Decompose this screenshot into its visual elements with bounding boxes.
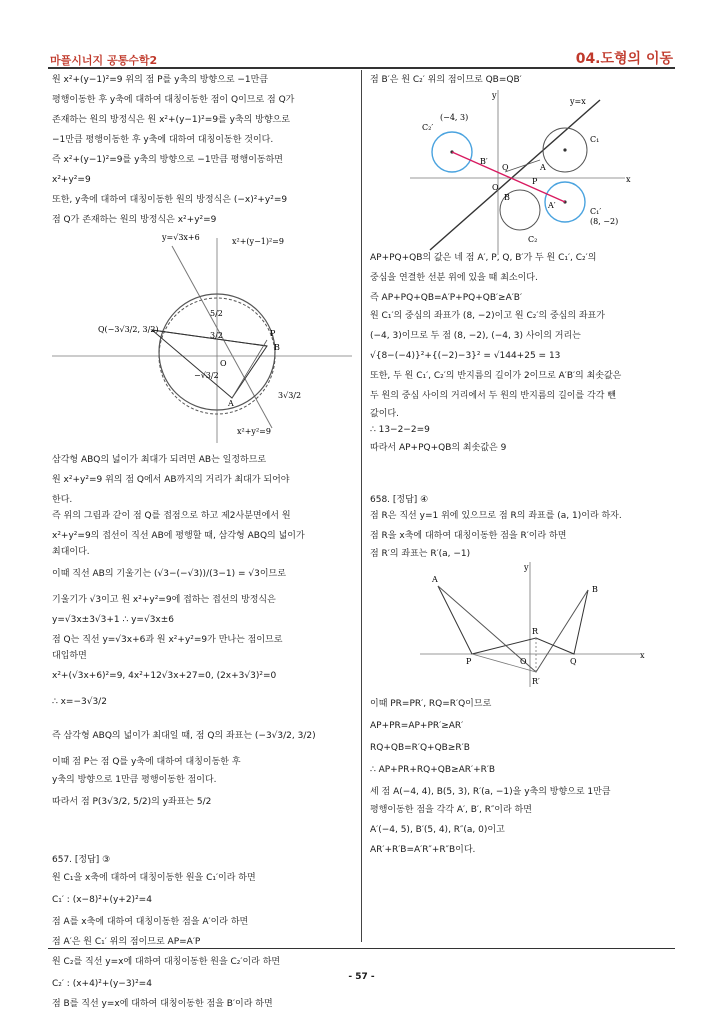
fig2-y: y — [492, 91, 497, 100]
fig3-b: B — [592, 585, 598, 594]
text-line: 따라서 점 P(3√3/2, 5/2)의 y좌표는 5/2 — [52, 797, 212, 807]
fig3-p: P — [466, 657, 472, 666]
fig3-q: Q — [570, 657, 577, 666]
text-line: 평행이동한 후 y축에 대하여 대칭이동한 점이 Q이므로 점 Q가 — [52, 95, 295, 105]
text-line: 원 C₁′의 중심의 좌표가 (8, −2)이고 원 C₂′의 중심의 좌표가 — [370, 311, 605, 321]
fig3-r: R — [532, 627, 539, 636]
text-line: ∴ AP+PR+RQ+QB≥AR′+R′B — [370, 765, 496, 775]
page-number: - 57 - — [348, 972, 375, 982]
text-line: AP+PR=AP+PR′≥AR′ — [370, 721, 464, 731]
fig3-rp: R′ — [532, 677, 540, 686]
fig1-a: A — [228, 399, 234, 408]
column-divider — [361, 70, 362, 942]
text-line: 이때 PR=PR′, RQ=R′Q이므로 — [370, 699, 492, 709]
fig3-o: O — [520, 657, 527, 666]
fig1-circle2-eq: x²+y²=9 — [237, 427, 271, 436]
fig2-c2: C₂ — [528, 235, 538, 244]
fig2-p: P — [532, 177, 538, 186]
text-line: C₁′ : (x−8)²+(y+2)²=4 — [52, 895, 152, 905]
text-line: 점 Q는 직선 y=√3x+6과 원 x²+y²=9가 만나는 점이므로 — [52, 635, 283, 645]
fig1-q-label: Q(−3√3/2, 3/2) — [98, 325, 159, 334]
fig1-sqrt3-half: −√3/2 — [194, 371, 219, 380]
text-line: 존재하는 원의 방정식은 원 x²+(y−1)²=9를 y축의 방향으로 — [52, 115, 290, 125]
text-line: x²+(√3x+6)²=9, 4x²+12√3x+27=0, (2x+3√3)²=0 — [52, 671, 277, 681]
text-line: 세 점 A(−4, 4), B(5, 3), R′(a, −1)을 y축의 방향으로 1만큼 — [370, 787, 611, 797]
text-line: √{8−(−4)}²+{(−2)−3}² = √144+25 = 13 — [370, 351, 561, 361]
fig1-line-eq: y=√3x+6 — [162, 233, 200, 242]
text-line: x²+y²=9 — [52, 175, 91, 185]
text-line: 즉 삼각형 ABQ의 넓이가 최대일 때, 점 Q의 좌표는 (−3√3/2, 3/2) — [52, 731, 316, 741]
figure-reflected-circles — [410, 90, 640, 260]
text-line: ∴ 13−2−2=9 — [370, 425, 430, 435]
fig2-x: x — [626, 175, 631, 184]
text-line: ∴ x=−3√3/2 — [52, 697, 107, 707]
text-line: 점 R을 x축에 대하여 대칭이동한 점을 R′이라 하면 — [370, 531, 567, 541]
fig2-c1: C₁ — [590, 135, 600, 144]
fig1-five-half: 5/2 — [210, 309, 223, 318]
text-line: 원 C₁을 x축에 대하여 대칭이동한 원을 C₁′이라 하면 — [52, 873, 256, 883]
text-line: 삼각형 ABQ의 넓이가 최대가 되려면 AB는 일정하므로 — [52, 455, 267, 465]
text-line: 이때 점 P는 점 Q를 y축에 대하여 대칭이동한 후 — [52, 757, 241, 767]
text-line: 즉 x²+(y−1)²=9를 y축의 방향으로 −1만큼 평행이동하면 — [52, 155, 283, 165]
text-line: 값이다. — [370, 409, 399, 419]
text-line: x²+y²=9의 접선이 직선 AB에 평행할 때, 삼각형 ABQ의 넓이가 — [52, 531, 305, 541]
fig1-b: B — [274, 343, 280, 352]
fig1-p: P — [270, 329, 276, 338]
problem-657-heading: 657. [정답] ③ — [52, 855, 111, 865]
text-line: −1만큼 평행이동한 후 y축에 대하여 대칭이동한 것이다. — [52, 135, 274, 145]
chapter-title: 04.도형의 이동 — [575, 51, 673, 67]
text-line: 이때 직선 AB의 기울기는 (√3−(−√3))/(3−1) = √3이므로 — [52, 569, 286, 579]
fig3-y: y — [524, 563, 529, 572]
text-line: 즉 AP+PQ+QB=A′P+PQ+QB′≥A′B′ — [370, 293, 523, 303]
text-line: RQ+QB=R′Q+QB≥R′B — [370, 743, 470, 753]
text-line: AR′+R′B=A′R″+R″B이다. — [370, 845, 476, 855]
fig1-o: O — [220, 359, 227, 368]
text-line: 원 x²+(y−1)²=9 위의 점 P를 y축의 방향으로 −1만큼 — [52, 75, 269, 85]
text-line: 점 R′의 좌표는 R′(a, −1) — [370, 549, 471, 559]
figure-reflection-path — [420, 562, 650, 692]
footer-divider — [48, 948, 675, 949]
text-line: C₂′ : (x+4)²+(y−3)²=4 — [52, 979, 152, 989]
text-line: 점 B′은 원 C₂′ 위의 점이므로 QB=QB′ — [370, 75, 522, 85]
text-line: 점 R은 직선 y=1 위에 있으므로 점 R의 좌표를 (a, 1)이라 하자. — [370, 511, 622, 521]
fig1-circle1-eq: x²+(y−1)²=9 — [232, 237, 284, 246]
fig3-a: A — [432, 575, 438, 584]
text-line: 점 Q가 존재하는 원의 방정식은 x²+y²=9 — [52, 215, 217, 225]
text-line: 따라서 AP+PQ+QB의 최솟값은 9 — [370, 443, 507, 453]
text-line: 원 x²+y²=9 위의 점 Q에서 AB까지의 거리가 최대가 되어야 — [52, 475, 290, 485]
text-line: y=√3x±3√3+1 ∴ y=√3x±6 — [52, 615, 175, 625]
text-line: 또한, 두 원 C₁′, C₂′의 반지름의 길이가 2이므로 A′B′의 최솟값은 — [370, 371, 622, 381]
header-divider — [48, 67, 675, 69]
text-line: 한다. — [52, 495, 73, 505]
fig1-three-half: 3/2 — [210, 331, 223, 340]
text-line: y축의 방향으로 1만큼 평행이동한 점이다. — [52, 775, 217, 785]
text-line: 대입하면 — [52, 651, 87, 661]
fig2-a: A — [540, 163, 546, 172]
text-line: 점 A′은 원 C₁′ 위의 점이므로 AP=A′P — [52, 937, 201, 947]
text-line: 두 원의 중심 사이의 거리에서 두 원의 반지름의 길이를 각각 뺀 — [370, 391, 616, 401]
text-line: 즉 위의 그림과 같이 점 Q를 접점으로 하고 제2사분면에서 원 — [52, 511, 291, 521]
text-line: 평행이동한 점을 각각 A′, B′, R″이라 하면 — [370, 805, 532, 815]
problem-658-heading: 658. [정답] ④ — [370, 495, 429, 505]
text-line: 점 A를 x축에 대하여 대칭이동한 점을 A′이라 하면 — [52, 917, 249, 927]
figure-circle-tangent — [52, 228, 352, 448]
book-title: 마플시너지 공통수학2 — [50, 54, 158, 67]
fig2-c1p: C₁′ — [590, 207, 602, 216]
fig1-neg-sqrt3-half: 3√3/2 — [278, 391, 302, 400]
text-line: 또한, y축에 대하여 대칭이동한 원의 방정식은 (−x)²+y²=9 — [52, 195, 288, 205]
fig2-c2p: C₂′ — [422, 123, 434, 132]
fig2-pt2: (8, −2) — [590, 217, 619, 226]
text-line: AP+PQ+QB의 값은 네 점 A′, P, Q, B′가 두 원 C₁′, C₂′의 — [370, 253, 597, 263]
text-line: 최대이다. — [52, 547, 90, 557]
fig2-bp: B′ — [480, 157, 488, 166]
text-line: 중심을 연결한 선분 위에 있을 때 최소이다. — [370, 273, 538, 283]
text-line: 원 C₂를 직선 y=x에 대하여 대칭이동한 원을 C₂′이라 하면 — [52, 957, 281, 967]
text-line: 점 B를 직선 y=x에 대하여 대칭이동한 점을 B′이라 하면 — [52, 999, 273, 1009]
text-line: (−4, 3)이므로 두 점 (8, −2), (−4, 3) 사이의 거리는 — [370, 331, 581, 341]
fig2-q: Q — [502, 163, 509, 172]
fig2-ap: A′ — [548, 201, 556, 210]
fig2-b: B — [504, 193, 510, 202]
fig2-yx: y=x — [570, 97, 586, 106]
text-line: 기울기가 √3이고 원 x²+y²=9에 접하는 접선의 방정식은 — [52, 595, 276, 605]
fig3-x: x — [640, 651, 645, 660]
text-line: A′(−4, 5), B′(5, 4), R″(a, 0)이고 — [370, 825, 505, 835]
fig2-pt1: (−4, 3) — [440, 113, 469, 122]
fig2-o: O — [492, 183, 499, 192]
